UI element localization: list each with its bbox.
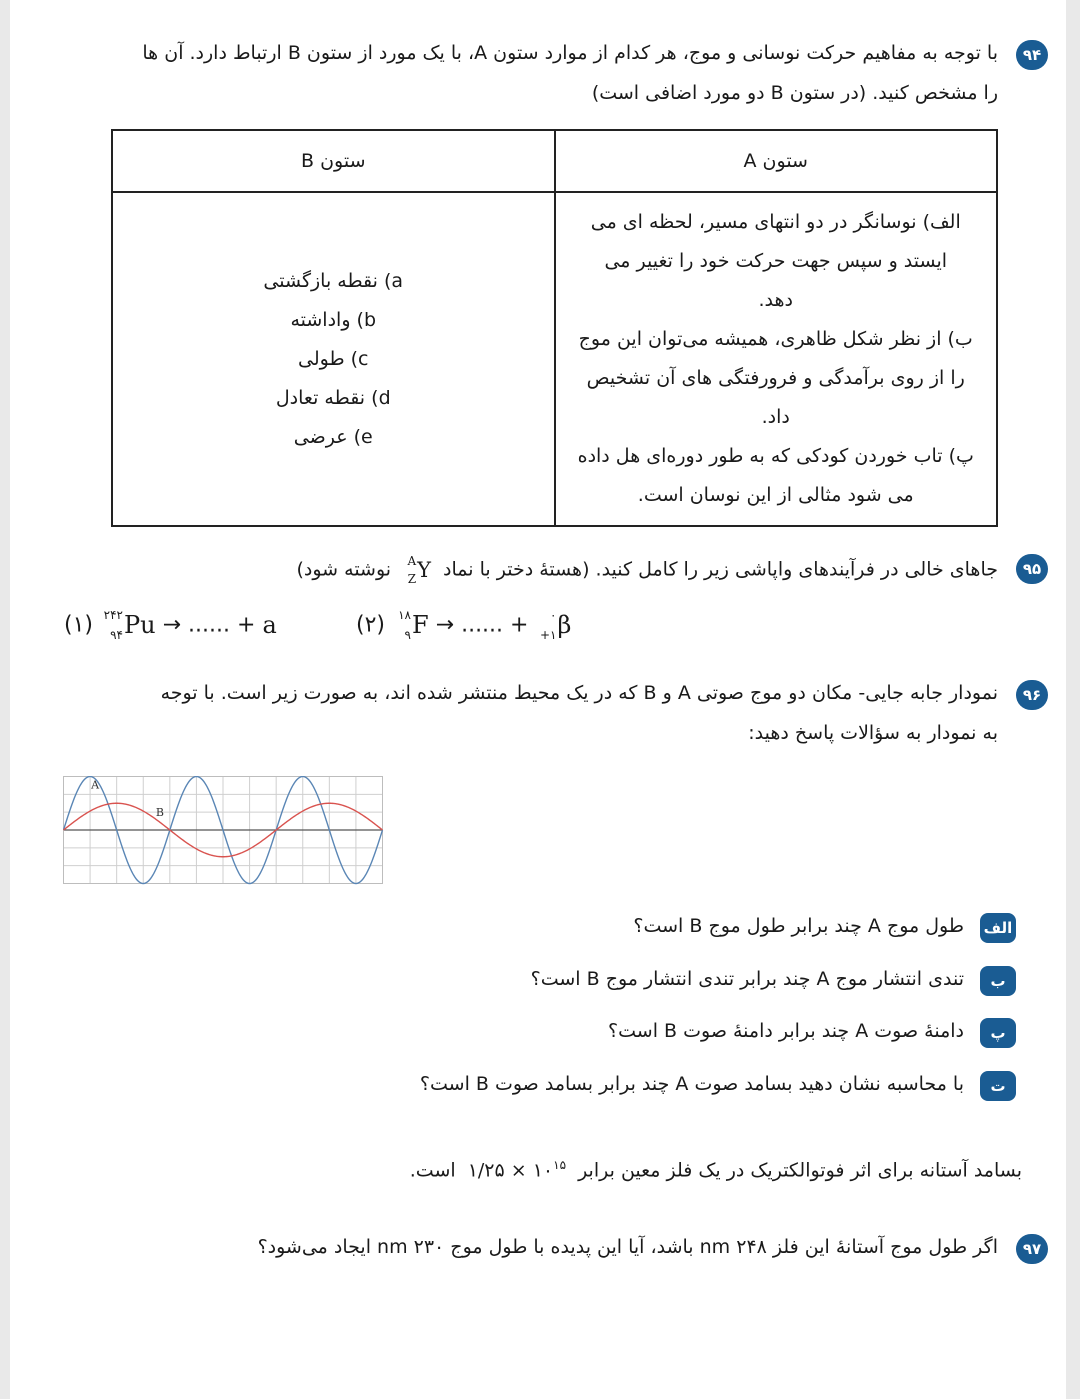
reaction-2-mass: ۱۸ [398, 608, 411, 622]
page-right-edge [1066, 0, 1080, 1399]
reaction-1-product: a [262, 611, 277, 639]
part-te-badge: ت [980, 1071, 1016, 1101]
part-be-text: تندی انتشار موج A چند برابر تندی انتشار موج B است؟ [530, 968, 964, 990]
intro-prefix: بسامد آستانه برای اثر فوتوالکتریک در یک فلز معین برابر [578, 1159, 1022, 1182]
reaction-2-numbers [392, 608, 412, 642]
column-b-cell [112, 192, 555, 526]
question-94-badge: ۹۴ [1016, 40, 1048, 70]
part-alef-text: طول موج A چند برابر طول موج B است؟ [633, 915, 964, 937]
column-b-header: ستون B [112, 130, 555, 192]
question-95-badge: ۹۵ [1016, 554, 1048, 584]
question-95-text-before: جاهای خالی در فرآیندهای واپاشی زیر را کامل کنید. (هستهٔ دختر با نماد [443, 558, 998, 581]
column-a-line: پ) تاب خوردن کودکی که به طور دوره‌ای هل داده [577, 445, 974, 467]
question-95-text [296, 556, 998, 584]
reaction-2-arrow: → [435, 612, 455, 638]
reaction-1-mass: ۲۴۲ [103, 608, 123, 622]
column-a-line: می شود مثالی از این نوسان است. [637, 484, 914, 506]
reaction-1-atomic: ۹۴ [110, 628, 123, 642]
column-a-line: دهد. [758, 289, 793, 311]
nuclide-symbol [403, 556, 431, 584]
column-b-option: b) واداشته [290, 308, 377, 331]
column-a-header: ستون A [555, 130, 998, 192]
symbol-element: Y [417, 558, 431, 582]
part-pe-badge: پ [980, 1018, 1016, 1048]
reaction-1-blank: ...... [188, 612, 230, 638]
part-be-badge: ب [980, 966, 1016, 996]
question-96-line1: نمودار جابه جایی- مکان دو موج صوتی A و B که در یک محیط منتشر شده اند، به صورت زیر است. با توجه [160, 682, 998, 704]
reaction-2-atomic: ۹ [404, 628, 411, 642]
page-left-edge [0, 0, 10, 1399]
column-a-line: را از روی برآمدگی و فرورفتگی های آن تشخیص [586, 367, 965, 389]
reaction-1-arrow: → [162, 612, 182, 638]
wave-B-label: B [155, 806, 164, 819]
column-b-option: a) نقطه بازگشتی [263, 269, 404, 292]
reaction-2-blank: ...... [461, 612, 504, 638]
question-96-line2: به نمودار به سؤالات پاسخ دهید: [748, 722, 998, 744]
column-b-option: e) عرضی [293, 425, 373, 448]
reaction-2-plus: + [510, 612, 529, 638]
column-a-line: ب) از نظر شکل ظاهری، همیشه می‌توان این موج [578, 328, 973, 350]
decay-reaction-2 [356, 608, 571, 642]
threshold-frequency [468, 1158, 566, 1181]
beta-symbol: β [557, 611, 572, 639]
symbol-mass: A [407, 554, 417, 568]
symbol-atomic: Z [407, 572, 417, 586]
reaction-1-element: Pu [123, 611, 156, 639]
wave-A-label: A [91, 778, 100, 792]
decay-reaction-1 [64, 608, 277, 642]
intro-suffix: است. [409, 1159, 456, 1182]
reaction-1-plus: + [237, 612, 256, 638]
column-a-line: داد. [761, 406, 790, 428]
column-a-cell [555, 192, 998, 526]
question-97-badge: ۹۷ [1016, 1234, 1048, 1264]
reaction-1-label: (۱) [64, 612, 93, 638]
question-94-line1: با توجه به مفاهیم حرکت نوسانی و موج، هر کدام از موارد ستون A، با یک مورد از ستون B ارتباط دارد. آن ها [142, 42, 998, 64]
reaction-2-beta-numbers [535, 608, 557, 642]
column-b-option: c) طولی [298, 347, 369, 370]
question-94-line2: را مشخص کنید. (در ستون B دو مورد اضافی است) [591, 82, 998, 104]
reaction-1-numbers [100, 608, 124, 642]
column-a-line: ایستد و سپس جهت حرکت خود را تغییر می [604, 250, 948, 272]
part-te-text: با محاسبه نشان دهید بسامد صوت A چند برابر بسامد صوت B است؟ [419, 1073, 964, 1095]
beta-mass: ۰ [550, 608, 557, 622]
beta-charge: +۱ [539, 628, 557, 642]
column-b-option: d) نقطه تعادل [275, 386, 391, 409]
question-95-text-after: نوشته شود) [296, 558, 392, 581]
matching-table [111, 129, 998, 527]
part-pe-text: دامنهٔ صوت A چند برابر دامنهٔ صوت B است؟ [608, 1020, 964, 1042]
threshold-exponent: ۱۵ [553, 1158, 567, 1172]
question-97-text: اگر طول موج آستانهٔ این فلز ۲۴۸ nm باشد، آیا این پدیده با طول موج ۲۳۰ nm ایجاد می‌شود؟ [257, 1236, 998, 1258]
column-a-line: الف) نوسانگر در دو انتهای مسیر، لحظه ای می [590, 211, 961, 233]
threshold-value: ۱/۲۵ × ۱۰ [467, 1159, 554, 1182]
question-97-intro [410, 1158, 1022, 1181]
part-alef-badge: الف [980, 913, 1016, 943]
reaction-2-label: (۲) [356, 612, 385, 638]
reaction-2-element: F [411, 611, 429, 639]
wave-displacement-chart [63, 776, 384, 885]
question-96-badge: ۹۶ [1016, 680, 1048, 710]
